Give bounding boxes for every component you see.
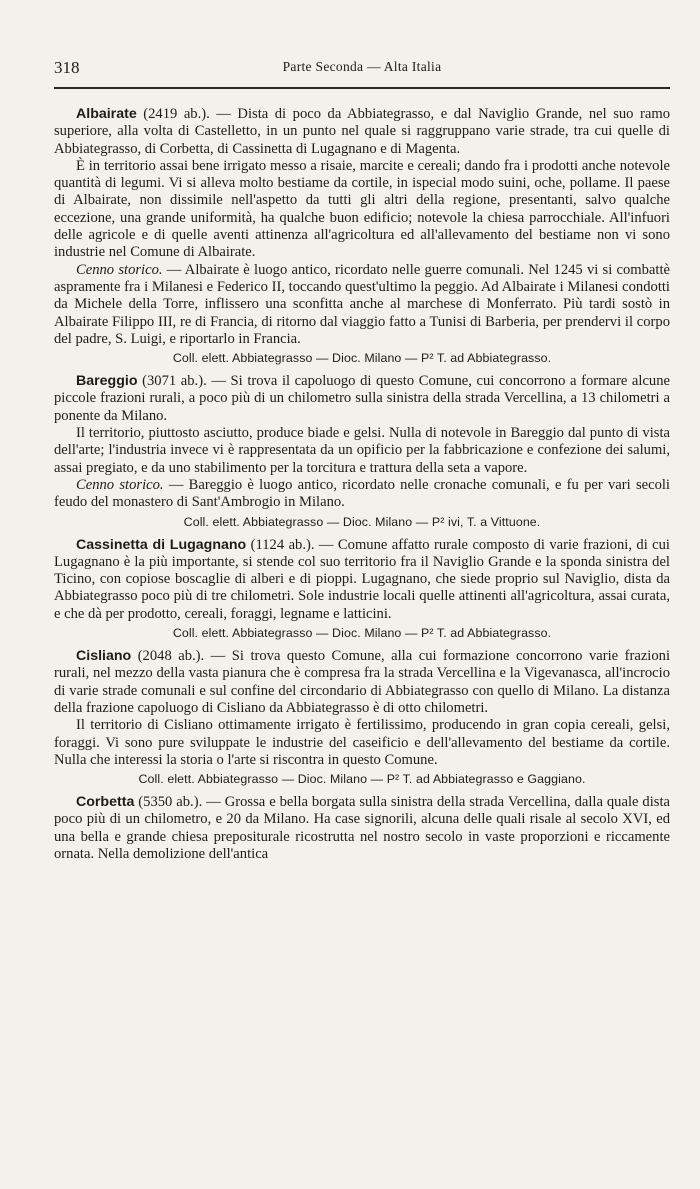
entry-intro-paragraph: [54, 648, 670, 717]
history-label: Cenno storico.: [76, 261, 163, 278]
entry-name: Bareggio: [76, 373, 138, 390]
entry-name: Cassinetta di Lugagnano: [76, 536, 247, 553]
entry-intro-text: (2048 ab.). — Si trova questo Comune, alla cui formazione concorrono varie frazioni rurali, nel mezzo della vasta pianura che è compresa fra la strada Vercellina e la Vigevanasca, all'incrocio di varie strade comunali e sul confine del circondario di Abbiategrasso con quello di Milano. La distanza della frazione capoluogo di Cisliano da Abbiategrasso è di otto chilometri.: [54, 648, 670, 716]
entry-footer: Coll. elett. Abbiategrasso — Dioc. Milano — P² T. ad Abbiategrasso.: [172, 626, 552, 641]
entry-intro-text: (5350 ab.). — Grossa e bella borgata sulla sinistra della strada Vercellina, dalla quale dista poco più di un chilometro, e 20 da Milano. Ha case signorili, alcuna delle quali risale al secolo XVI, ed una bella e grande chiesa prepositurale ricostrutta nel nostro secolo in vaste proporzioni e riccamente ornata. Nella demolizione dell'antica: [54, 794, 670, 862]
history-paragraph: [54, 477, 670, 512]
entry-paragraph: Il territorio, piuttosto asciutto, produce biade e gelsi. Nulla di notevole in Bareggio dal punto di vista dell'arte; l'industria invece vi è rappresentata da un opificio per la fabbricazione e confezione dei salumi, assai pregiato, e da uno stabilimento per la torcitura e trattura della seta a vapore.: [54, 425, 670, 476]
book-page: [0, 55, 700, 1189]
entry-paragraph: È in territorio assai bene irrigato messo a risaie, marcite e cereali; dando fra i prodotti anche notevole quantità di legumi. Vi si alleva molto bestiame da cortile, in ispecial modo suini, oche, pollame. Il paese di Albairate, non dissimile nell'aspetto da tutti gli altri della regione, presentanti, salvo qualche eccezione, una grande uniformità, ha qualche buon edificio; notevole la chiesa parrocchiale. All'infuori delle agricole e di quelle aventi attinenza all'agricoltura ed all'allevamento del bestiame non vi sono industrie nel Comune di Albairate.: [54, 157, 670, 261]
entry-cassinetta-di-lugagnano: [54, 537, 670, 642]
header-rule: [54, 87, 670, 89]
entry-footer: Coll. elett. Abbiategrasso — Dioc. Milano — P² ivi, T. a Vittuone.: [183, 514, 541, 529]
entry-intro-paragraph: [54, 794, 670, 863]
entry-footer: Coll. elett. Abbiategrasso — Dioc. Milano — P² T. ad Abbiategrasso e Gaggiano.: [138, 772, 586, 787]
running-head: [54, 55, 670, 85]
entry-name: Corbetta: [76, 794, 135, 811]
entry-cisliano: [54, 648, 670, 788]
history-paragraph: [54, 262, 670, 348]
entry-intro-paragraph: [54, 106, 670, 158]
entry-intro-text: (2419 ab.). — Dista di poco da Abbiategrasso, e dal Naviglio Grande, nel suo ramo superiore, alla volta di Castelletto, in un punto nel quale si raggruppano varie strade, tra cui quelle di Abbiategrasso, di Corbetta, di Cassinetta di Lugagnano e di Magenta.: [54, 106, 670, 157]
entry-paragraph: Il territorio di Cisliano ottimamente irrigato è fertilissimo, producendo in gran copia cereali, gelsi, foraggi. Vi sono pure sviluppate le industrie del caseificio e dell'allevamento del bestiame da cortile. Nulla che interessi la storia o l'arte si riscontra in questo Comune.: [54, 717, 670, 768]
history-label: Cenno storico.: [76, 476, 164, 493]
entry-intro-paragraph: [54, 373, 670, 425]
entry-corbetta: [54, 794, 670, 863]
entry-name: Albairate: [76, 106, 137, 122]
page-body: [54, 106, 670, 863]
page-number: 318: [54, 58, 80, 77]
entry-footer: Coll. elett. Abbiategrasso — Dioc. Milano — P² T. ad Abbiategrasso.: [172, 351, 552, 366]
entry-intro-paragraph: [54, 537, 670, 623]
history-text: — Albairate è luogo antico, ricordato nelle guerre comunali. Nel 1245 vi si combattè aspramente fra i Milanesi e Federico II, toccando quest'ultimo la peggio. Ad Albairate i Milanesi condotti da Michele della Torre, inflissero una sconfitta anche al marchese di Monferrato. Più tardi sostò in Albairate Filippo III, re di Francia, di ritorno dal viaggio fatto a Tunisi di Barberia, per prendervi il corpo del padre, S. Luigi, e riportarlo in Francia.: [54, 261, 670, 347]
entry-bareggio: [54, 373, 670, 530]
running-title: Parte Seconda — Alta Italia: [282, 59, 442, 74]
entry-intro-text: (3071 ab.). — Si trova il capoluogo di questo Comune, cui concorrono a formare alcune piccole frazioni rurali, a poco più di un chilometro sulla sinistra della strada Vercellina, a 13 chilometri a ponente da Milano.: [54, 373, 670, 424]
entry-albairate: [54, 106, 670, 367]
entry-name: Cisliano: [76, 648, 132, 665]
entry-intro-text: (1124 ab.). — Comune affatto rurale composto di varie frazioni, di cui Lugagnano è la più importante, si stende col suo territorio fra il Naviglio Grande e la sponda sinistra del Ticino, con copiose boscaglie di alberi e di pioppi. Lugagnano, che siede proprio sul Naviglio, dista da Abbiategrasso poco più di tre chilometri. Sole industrie locali quelle attinenti all'agricoltura, assai curata, e che dà per prodotto, cereali, foraggi, legname e latticini.: [54, 536, 670, 622]
history-text: — Bareggio è luogo antico, ricordato nelle cronache comunali, e fu per vari secoli feudo del monastero di Sant'Ambrogio in Milano.: [54, 476, 670, 511]
